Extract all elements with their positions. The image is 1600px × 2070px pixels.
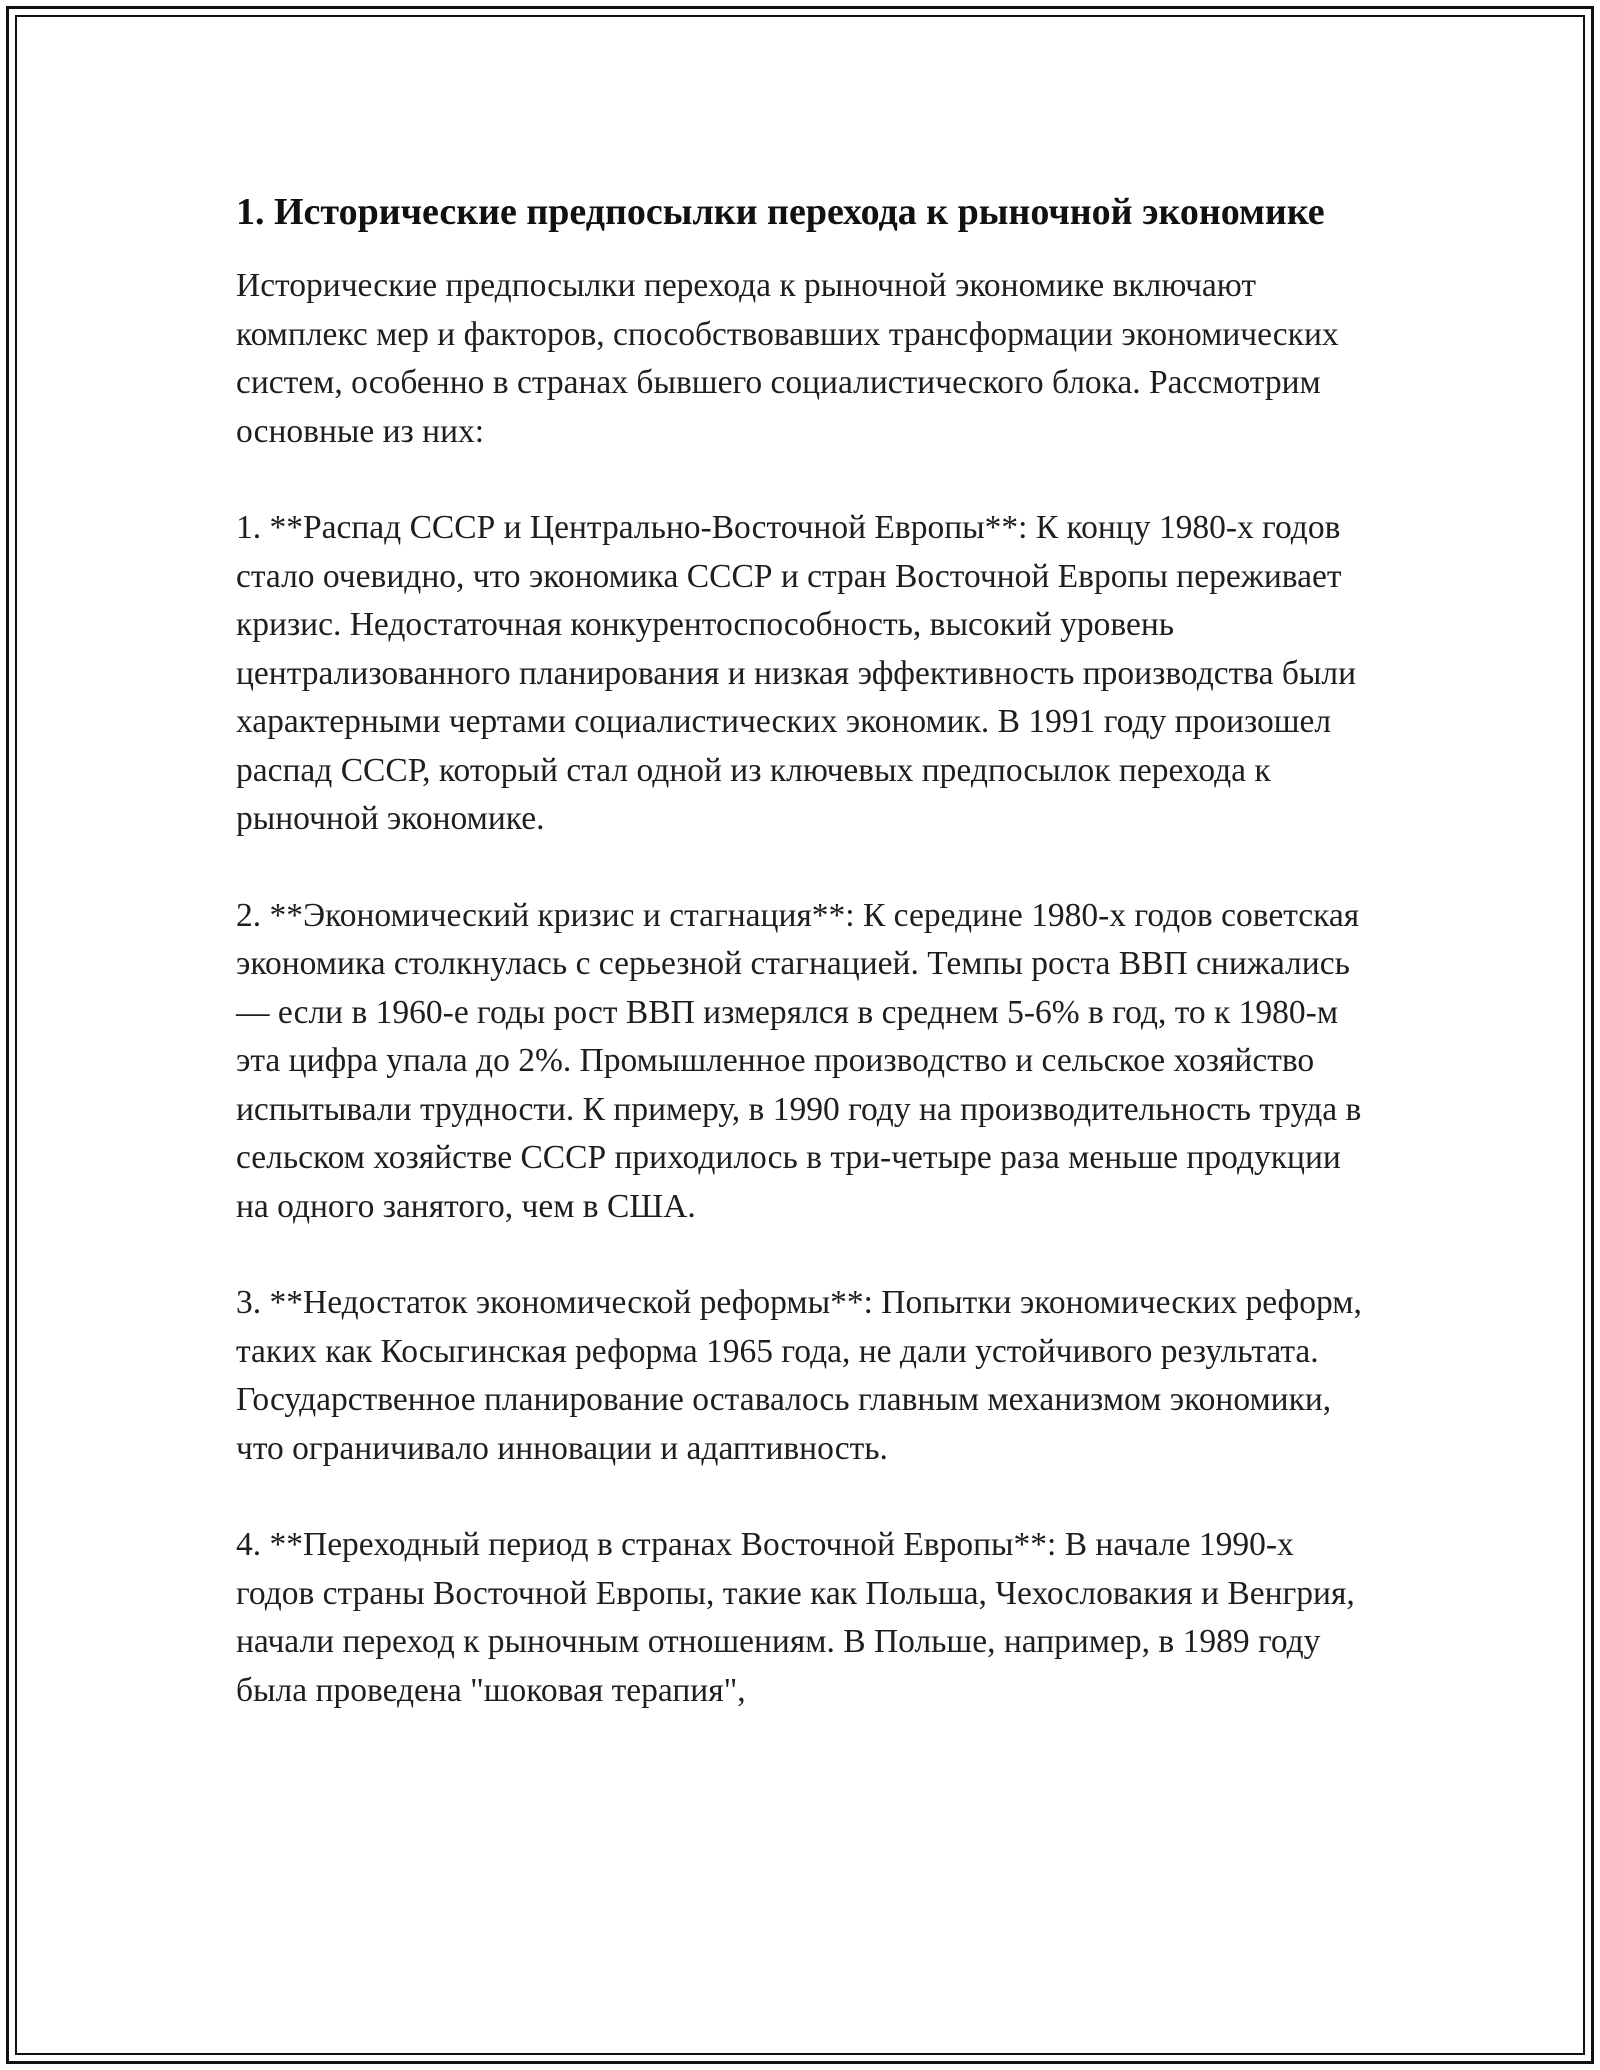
- intro-paragraph: Исторические предпосылки перехода к рыночной экономике включают комплекс мер и факторов, способствовавших трансформации экономических систем, особенно в странах бывшего социалистического блока. Рассмотрим основные из них:: [236, 267, 1339, 450]
- document-body: [236, 186, 1376, 1763]
- list-item-2-paragraph: 2. **Экономический кризис и стагнация**: К середине 1980-х годов советская экономика столкнулась с серьезной стагнацией. Темпы роста ВВП снижались — если в 1960-е годы рост ВВП измерялся в среднем 5-6% в год, то к 1980-м эта цифра упала до 2%. Промышленное производство и сельское хозяйство испытывали трудности. К примеру, в 1990 году на производительность труда в сельском хозяйстве СССР приходилось в три-четыре раза меньше продукции на одного занятого, чем в США.: [236, 896, 1362, 1225]
- list-item-1-paragraph: 1. **Распад СССР и Центрально-Восточной Европы**: К концу 1980-х годов стало очевидно, что экономика СССР и стран Восточной Европы переживает кризис. Недостаточная конкурентоспособность, высокий уровень централизованного планирования и низкая эффективность производства были характерными чертами социалистических экономик. В 1991 году произошел распад СССР, который стал одной из ключевых предпосылок перехода к рыночной экономике.: [236, 509, 1357, 837]
- section-heading: 1. Исторические предпосылки перехода к рыночной экономике: [236, 191, 1325, 233]
- list-item-3-paragraph: 3. **Недостаток экономической реформы**: Попытки экономических реформ, таких как Косыгинская реформа 1965 года, не дали устойчивого результата. Государственное планирование оставалось главным механизмом экономики, что ограничивало инновации и адаптивность.: [236, 1284, 1362, 1467]
- list-item-4-paragraph: 4. **Переходный период в странах Восточной Европы**: В начале 1990-х годов страны Восточной Европы, такие как Польша, Чехословакия и Венгрия, начали переход к рыночным отношениям. В Польше, например, в 1989 году была проведена "шоковая терапия",: [236, 1526, 1355, 1709]
